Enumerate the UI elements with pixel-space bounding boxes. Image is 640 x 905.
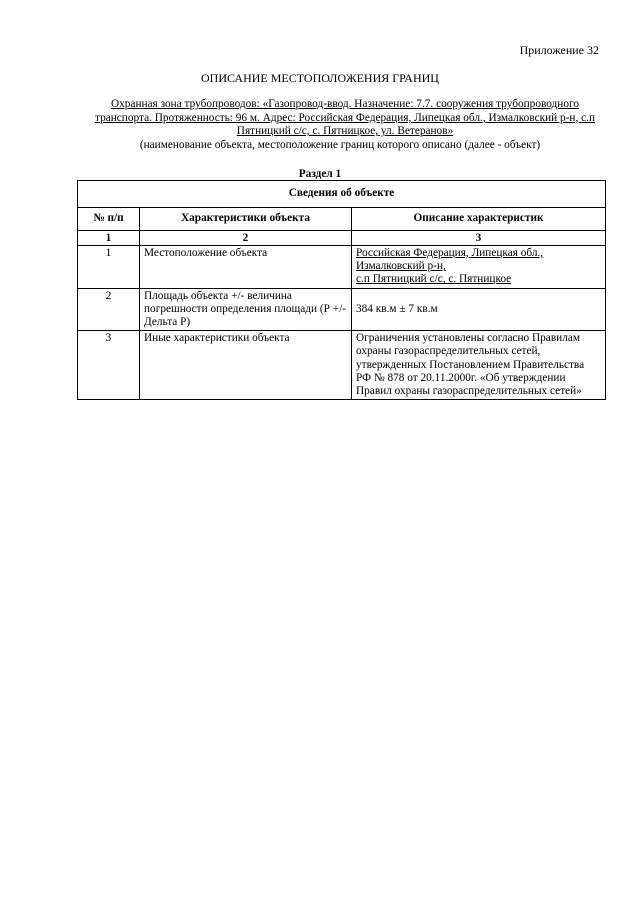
row-description: Ограничения установлены согласно Правилам охраны газораспределительных сетей, утвержденных Постановлением Правительства РФ № 878 от 20.11.2000г. «Об утверждении Правил охраны газораспределительных сетей» bbox=[352, 331, 606, 400]
column-number-1: 1 bbox=[78, 231, 140, 246]
row-number: 2 bbox=[78, 288, 140, 331]
section-title: Раздел 1 bbox=[298, 168, 342, 180]
row-characteristic: Площадь объекта +/- величина погрешности определения площади (Р +/- Дельта Р) bbox=[140, 288, 352, 331]
table-row bbox=[78, 246, 606, 289]
table-row bbox=[78, 331, 606, 400]
column-number-2: 2 bbox=[140, 231, 352, 246]
row-description bbox=[352, 246, 606, 289]
table-row bbox=[78, 288, 606, 331]
column-header-characteristic: Характеристики объекта bbox=[140, 208, 352, 231]
column-header-description: Описание характеристик bbox=[352, 208, 606, 231]
object-info-table bbox=[77, 180, 606, 400]
object-caption: (наименование объекта, местоположение границ которого описано (далее - объект) bbox=[139, 139, 541, 151]
row-characteristic: Иные характеристики объекта bbox=[140, 331, 352, 400]
column-header-number: № п/п bbox=[78, 208, 140, 231]
description-line: Измалковский р-н, bbox=[356, 260, 446, 273]
row-description: 384 кв.м ± 7 кв.м bbox=[352, 288, 606, 331]
column-number-3: 3 bbox=[352, 231, 606, 246]
row-number: 1 bbox=[78, 246, 140, 289]
description-line: с.п Пятницкий с/с, с. Пятницкое bbox=[356, 273, 512, 286]
row-characteristic: Местоположение объекта bbox=[140, 246, 352, 289]
row-number: 3 bbox=[78, 331, 140, 400]
description-line: Российская Федерация, Липецкая обл., bbox=[356, 247, 544, 259]
table-heading: Сведения об объекте bbox=[78, 181, 606, 208]
document-title: ОПИСАНИЕ МЕСТОПОЛОЖЕНИЯ ГРАНИЦ bbox=[201, 71, 439, 85]
appendix-label: Приложение 32 bbox=[519, 43, 599, 57]
object-name: Охранная зона трубопроводов: «Газопровод-ввод. Назначение: 7.7. сооружения трубопроводного транспорта. Протяженность: 96 м. Адрес: Российская Федерация, Липецкая обл., Измалковский р-н, с.п Пятницкий с/с, с. Пятницкое, ул. Ветеранов» bbox=[95, 98, 595, 137]
